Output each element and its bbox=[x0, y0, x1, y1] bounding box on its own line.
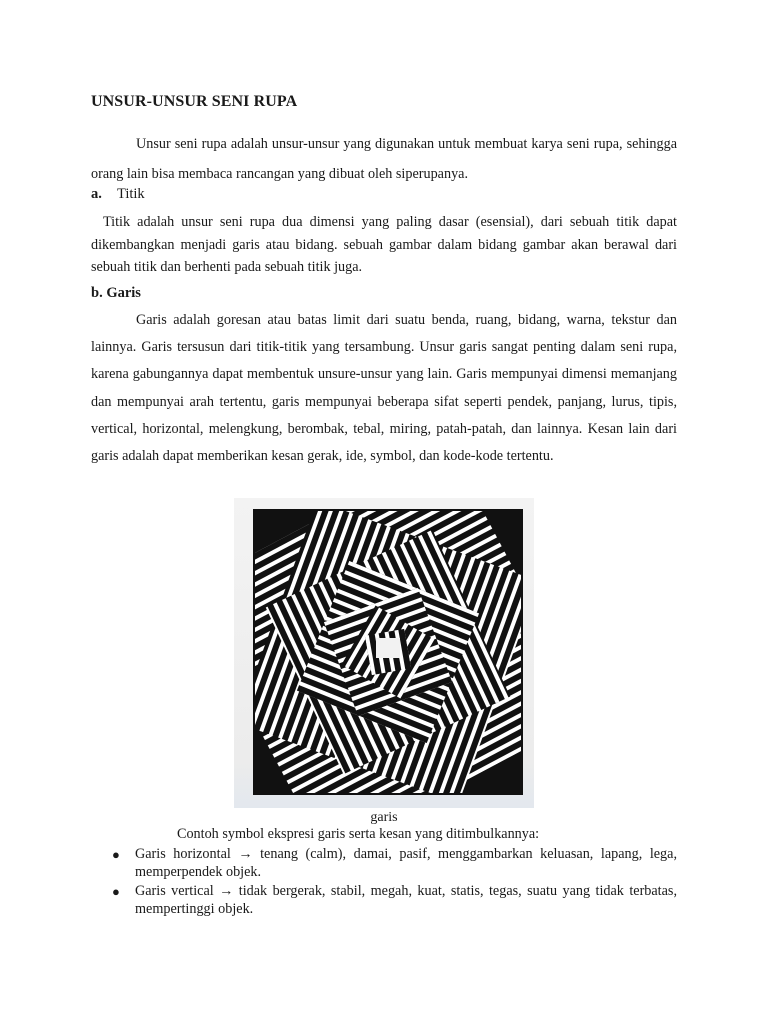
section-label: a. bbox=[91, 186, 102, 202]
bullet-icon: ● bbox=[112, 847, 120, 862]
list-item-text: Garis horizontal → tenang (calm), damai, pasif, menggambarkan keluasan, lapang, lega, memperpendek objek. bbox=[135, 846, 677, 880]
op-art-image bbox=[234, 498, 534, 808]
titik-paragraph: Titik adalah unsur seni rupa dua dimensi yang paling dasar (esensial), dari sebuah titik dapat dikembangkan menjadi garis atau bidang. sebuah gambar dalam bidang gambar akan berawal dari sebuah titik dan berhenti pada sebuah titik juga. bbox=[91, 214, 677, 275]
bullet-icon: ● bbox=[112, 884, 120, 899]
figure-caption: garis bbox=[370, 810, 398, 825]
page-title: UNSUR-UNSUR SENI RUPA bbox=[91, 93, 298, 110]
intro-paragraph: Unsur seni rupa adalah unsur-unsur yang digunakan untuk membuat karya seni rupa, sehingga orang lain bisa membaca rancangan yang dibuat oleh siperupanya. bbox=[91, 136, 677, 182]
expression-list bbox=[91, 846, 677, 920]
section-title: Titik bbox=[117, 186, 145, 202]
section-heading-garis: b. Garis bbox=[91, 285, 141, 301]
list-item-text: Garis vertical → tidak bergerak, stabil, megah, kuat, statis, tegas, suatu yang tidak terbatas, mempertinggi objek. bbox=[135, 883, 677, 917]
list-intro: Contoh symbol ekspresi garis serta kesan yang ditimbulkannya: bbox=[177, 826, 540, 842]
section-heading-titik bbox=[91, 186, 145, 203]
list-item bbox=[91, 846, 677, 881]
garis-paragraph: Garis adalah goresan atau batas limit dari suatu benda, ruang, bidang, warna, tekstur dan lainnya. Garis tersusun dari titik-titik yang tersambung. Unsur garis sangat penting dalam seni rupa, karena gabungannya dapat membentuk unsure-unsur yang lain. Garis mempunyai dimensi memanjang dan mempunyai arah tertentu, garis mempunyai beberapa sifat seperti pendek, panjang, lurus, tipis, vertical, horizontal, melengkung, berombak, tebal, miring, patah-patah, dan lainnya. Kesan lain dari garis adalah dapat memberikan kesan gerak, ide, symbol, dan kode-kode tertentu. bbox=[91, 312, 677, 465]
list-item bbox=[91, 883, 677, 918]
spiral-lines-artwork bbox=[234, 498, 534, 808]
